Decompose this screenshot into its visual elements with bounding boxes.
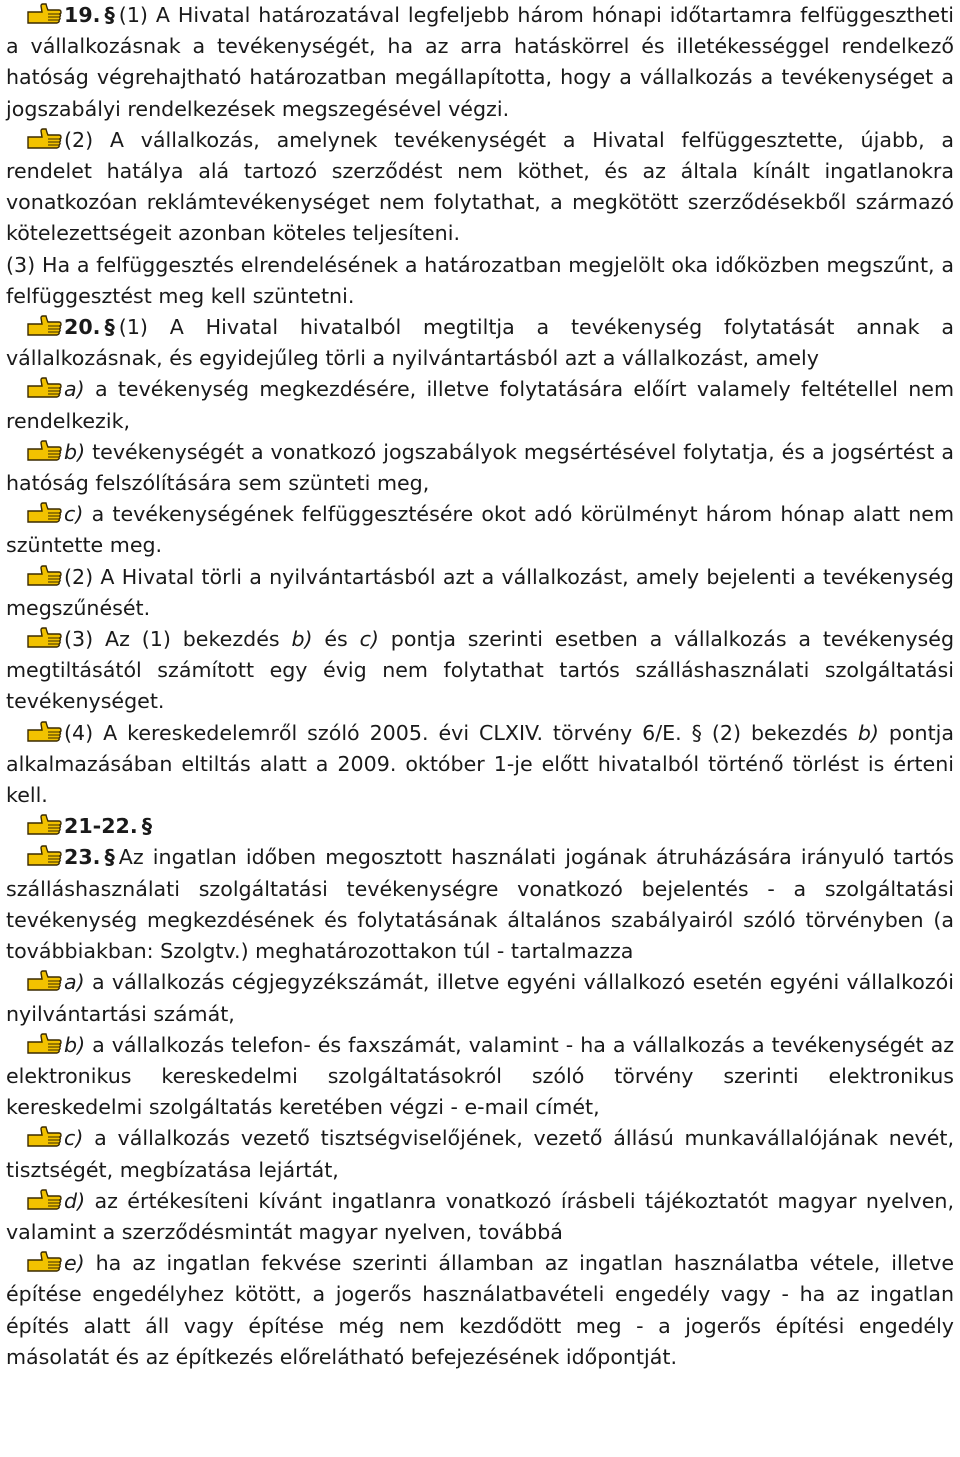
section-23-point-e: [6, 1248, 954, 1373]
pointing-hand-icon[interactable]: [26, 721, 62, 743]
pointing-hand-icon[interactable]: [26, 814, 62, 836]
pointing-hand-icon[interactable]: [26, 1033, 62, 1055]
point-label: b): [64, 1032, 86, 1057]
point-ref: b): [291, 627, 313, 652]
pointing-hand-icon[interactable]: [26, 627, 62, 649]
paragraph-text: pontja alkalmazásában eltiltás alatt a 2009. október 1-je előtt hivatalból történő törlést is érteni kell.: [6, 720, 954, 808]
point-ref: c): [359, 627, 379, 652]
paragraph-text: tevékenységét a vonatkozó jogszabályok megsértésével folytatja, és a jogsértést a hatóság felszólítására sem szünteti meg,: [6, 439, 954, 496]
pointing-hand-icon[interactable]: [26, 1189, 62, 1211]
pointing-hand-icon[interactable]: [26, 970, 62, 992]
section-20-point-c: [6, 499, 954, 561]
paragraph-text: (2) A vállalkozás, amelynek tevékenységét a Hivatal felfüggesztette, újabb, a rendelet hatálya alá tartozó szerződést nem köthet, és az általa kínált ingatlanokra vonatkozóan reklámtevékenységet nem folytathat, a megkötött szerződésekből származó kötelezettségeit azonban köteles teljesíteni.: [6, 127, 954, 246]
section-21-22: [6, 811, 954, 842]
paragraph-text: pontja szerinti esetben a vállalkozás a tevékenység megtiltásától számított egy évig nem folytathat tartós szálláshasználati szolgáltatási tevékenységet.: [6, 627, 955, 714]
pointing-hand-icon[interactable]: [26, 565, 62, 587]
section-number: 21-22.: [64, 814, 138, 839]
paragraph-text: (4) A kereskedelemről szóló 2005. évi CLXIV. törvény 6/E. § (2) bekezdés: [64, 720, 848, 745]
point-ref: b): [857, 720, 879, 745]
pointing-hand-icon[interactable]: [26, 1251, 62, 1273]
pointing-hand-icon[interactable]: [26, 377, 62, 399]
section-20-para-1: [6, 312, 954, 374]
paragraph-text: (2) A Hivatal törli a nyilvántartásból azt a vállalkozást, amely bejelenti a tevékenység megszűnését.: [6, 564, 954, 620]
point-label: e): [64, 1251, 85, 1276]
pointing-hand-icon[interactable]: [26, 1126, 62, 1148]
section-sign: §: [104, 3, 115, 27]
section-20-point-b: [6, 437, 954, 499]
point-label: b): [64, 439, 86, 464]
paragraph-text: (3) Az (1) bekezdés: [64, 627, 280, 652]
section-19-para-2: [6, 125, 954, 250]
paragraph-text: a vállalkozás cégjegyzékszámát, illetve egyéni vállalkozó esetén egyéni vállalkozói nyilvántartási számát,: [6, 970, 955, 1026]
section-number: 20.: [64, 315, 101, 340]
paragraph-text: (1) A Hivatal hivatalból megtiltja a tevékenység folytatását annak a vállalkozásnak, és egyidejűleg törli a nyilvántartásból azt a vállalkozást, amely: [6, 315, 954, 371]
paragraph-text: az értékesíteni kívánt ingatlanra vonatkozó írásbeli tájékoztatót magyar nyelven, valamint a szerződésmintát magyar nyelven, továbbá: [6, 1188, 955, 1244]
paragraph-text: a tevékenységének felfüggesztésére okot adó körülményt három hónap alatt nem szüntette meg.: [6, 502, 955, 558]
pointing-hand-icon[interactable]: [26, 502, 62, 524]
point-label: a): [64, 377, 85, 402]
section-sign: §: [141, 814, 152, 839]
section-sign: §: [104, 845, 115, 870]
point-label: a): [64, 970, 85, 995]
pointing-hand-icon[interactable]: [26, 128, 62, 150]
paragraph-text: Az ingatlan időben megosztott használati jogának átruházására irányuló tartós szálláshasználati szolgáltatási tevékenységre vonatkozó bejelentés - a szolgáltatási tevékenység megkezdésének és folytatásának általános szabályairól szóló törvényben (a továbbiakban: Szolgtv.) meghatározottakon túl - tartalmazza: [6, 845, 954, 964]
section-23-point-b: [6, 1030, 954, 1124]
section-20-para-2: [6, 562, 954, 624]
pointing-hand-icon[interactable]: [26, 3, 62, 25]
paragraph-text: a vállalkozás vezető tisztségviselőjének, vezető állású munkavállalójának nevét, tisztségét, megbízatása lejártát,: [6, 1126, 954, 1182]
paragraph-text: a vállalkozás telefon- és faxszámát, valamint - ha a vállalkozás a tevékenységét az elektronikus kereskedelmi szolgáltatásokról szóló törvény szerinti elektronikus kereskedelmi szolgáltatás keretében végzi - e-mail címét,: [6, 1032, 955, 1120]
section-19-para-1: [6, 0, 954, 125]
section-20-para-3: [6, 624, 954, 718]
paragraph-text: (1) A Hivatal határozatával legfeljebb három hónapi időtartamra felfüggesztheti a vállalkozásnak a tevékenységét, ha az arra hatáskörrel és illetékességgel rendelkező hatóság végrehajtható határozatban megállapította, hogy a vállalkozás a tevékenységet a jogszabályi rendelkezések megszegésével végzi.: [6, 3, 954, 121]
paragraph-text: a tevékenység megkezdésére, illetve folytatására előírt valamely feltétellel nem rendelkezik,: [6, 377, 955, 433]
pointing-hand-icon[interactable]: [26, 315, 62, 337]
section-23-point-a: [6, 967, 954, 1029]
section-20-para-4: [6, 718, 954, 812]
section-number: 23.: [64, 845, 101, 870]
paragraph-text: és: [324, 627, 348, 652]
point-label: c): [64, 1126, 84, 1151]
section-number: 19.: [64, 3, 101, 27]
point-label: c): [64, 502, 84, 527]
section-20-point-a: [6, 374, 954, 436]
paragraph-text: (3) Ha a felfüggesztés elrendelésének a határozatban megjelölt oka időközben megszűnt, a felfüggesztést meg kell szüntetni.: [6, 252, 954, 308]
section-23-point-c: [6, 1123, 954, 1185]
point-label: d): [64, 1188, 86, 1213]
section-23-intro: [6, 842, 954, 967]
section-23-point-d: [6, 1186, 954, 1248]
pointing-hand-icon[interactable]: [26, 440, 62, 462]
paragraph-text: ha az ingatlan fekvése szerinti államban az ingatlan használatba vétele, illetve építése engedélyhez kötött, a jogerős használatbavételi engedély vagy - ha az ingatlan építés alatt áll vagy építése még nem kezdődött meg - a jogerős építési engedély másolatát és az építkezés előrelátható befejezésének időpontját.: [6, 1251, 954, 1369]
section-19-para-3: [6, 250, 954, 312]
pointing-hand-icon[interactable]: [26, 845, 62, 867]
section-sign: §: [104, 315, 115, 340]
